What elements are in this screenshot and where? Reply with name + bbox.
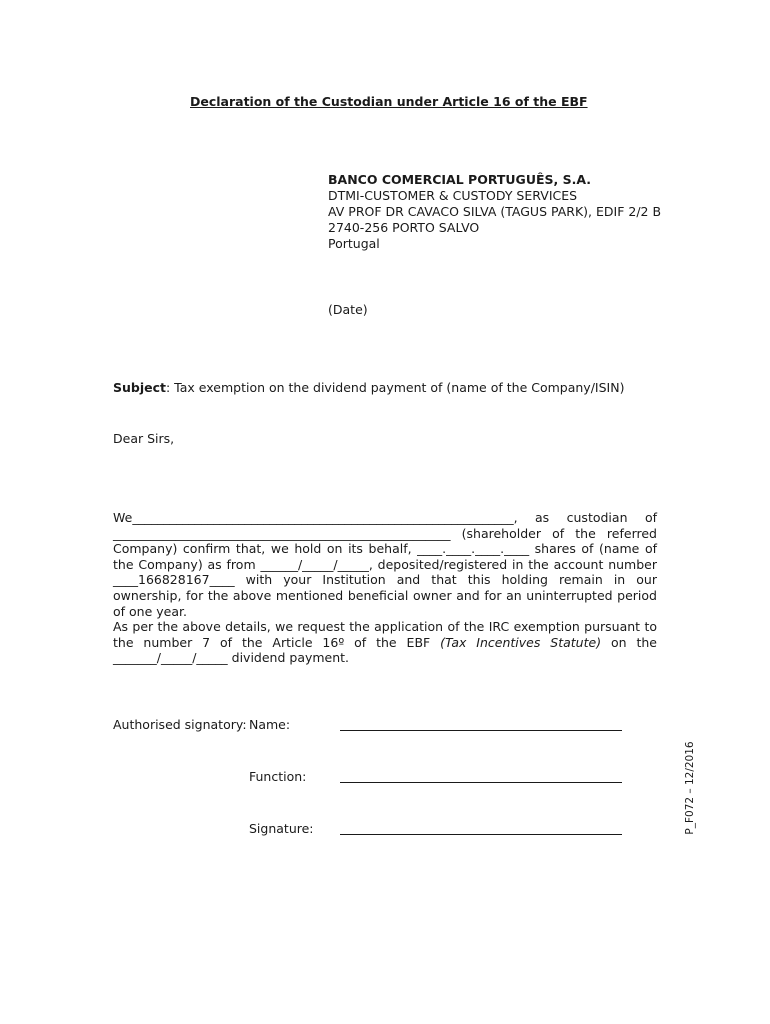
document-title: Declaration of the Custodian under Article 16 of the EBF bbox=[190, 94, 588, 109]
request-text-end: on the _______/_____/_____ dividend payment. bbox=[113, 634, 657, 666]
salutation: Dear Sirs, bbox=[113, 431, 175, 446]
signatory-label: Authorised signatory: bbox=[113, 717, 247, 732]
form-code: P_F072 – 12/2016 bbox=[684, 741, 696, 835]
name-label: Name: bbox=[249, 717, 291, 732]
request-text-start: As per the above details, we request the application of the IRC exemption pursuant to the number 7 of the Article 16º of the EBF bbox=[113, 619, 657, 650]
postal-code: 2740-256 PORTO SALVO bbox=[328, 220, 480, 235]
department: DTMI-CUSTOMER & CUSTODY SERVICES bbox=[328, 188, 578, 203]
date-placeholder: (Date) bbox=[328, 302, 368, 317]
country: Portugal bbox=[328, 236, 380, 251]
name-field[interactable] bbox=[340, 730, 622, 731]
street: AV PROF DR CAVACO SILVA (TAGUS PARK), EDIF 2/2 B bbox=[328, 204, 662, 219]
bank-name: BANCO COMERCIAL PORTUGUÊS, S.A. bbox=[328, 172, 592, 187]
signature-field[interactable] bbox=[340, 834, 622, 835]
subject-line bbox=[113, 380, 624, 395]
function-label: Function: bbox=[249, 769, 307, 784]
request-text-italic: (Tax Incentives Statute) bbox=[440, 634, 602, 650]
declaration-paragraph: We_____________________________________________________________, as custodian of ______________________________________________________ (shareholder of the referred Company) confirm that, we hold on its behalf, ____.____.____.____ shares of (name of the Company) as from ______/_____/_____, deposited/registered in the account number ____166828167____ with your Institution and that this holding remain in our ownership, for the above mentioned beneficial owner and for an uninterrupted period of one year. bbox=[113, 510, 657, 619]
request-paragraph bbox=[113, 619, 657, 666]
recipient-address bbox=[328, 172, 661, 252]
function-field[interactable] bbox=[340, 782, 622, 783]
subject-label: Subject bbox=[113, 380, 166, 395]
signature-label: Signature: bbox=[249, 821, 314, 836]
subject-text: : Tax exemption on the dividend payment of (name of the Company/ISIN) bbox=[166, 380, 625, 395]
